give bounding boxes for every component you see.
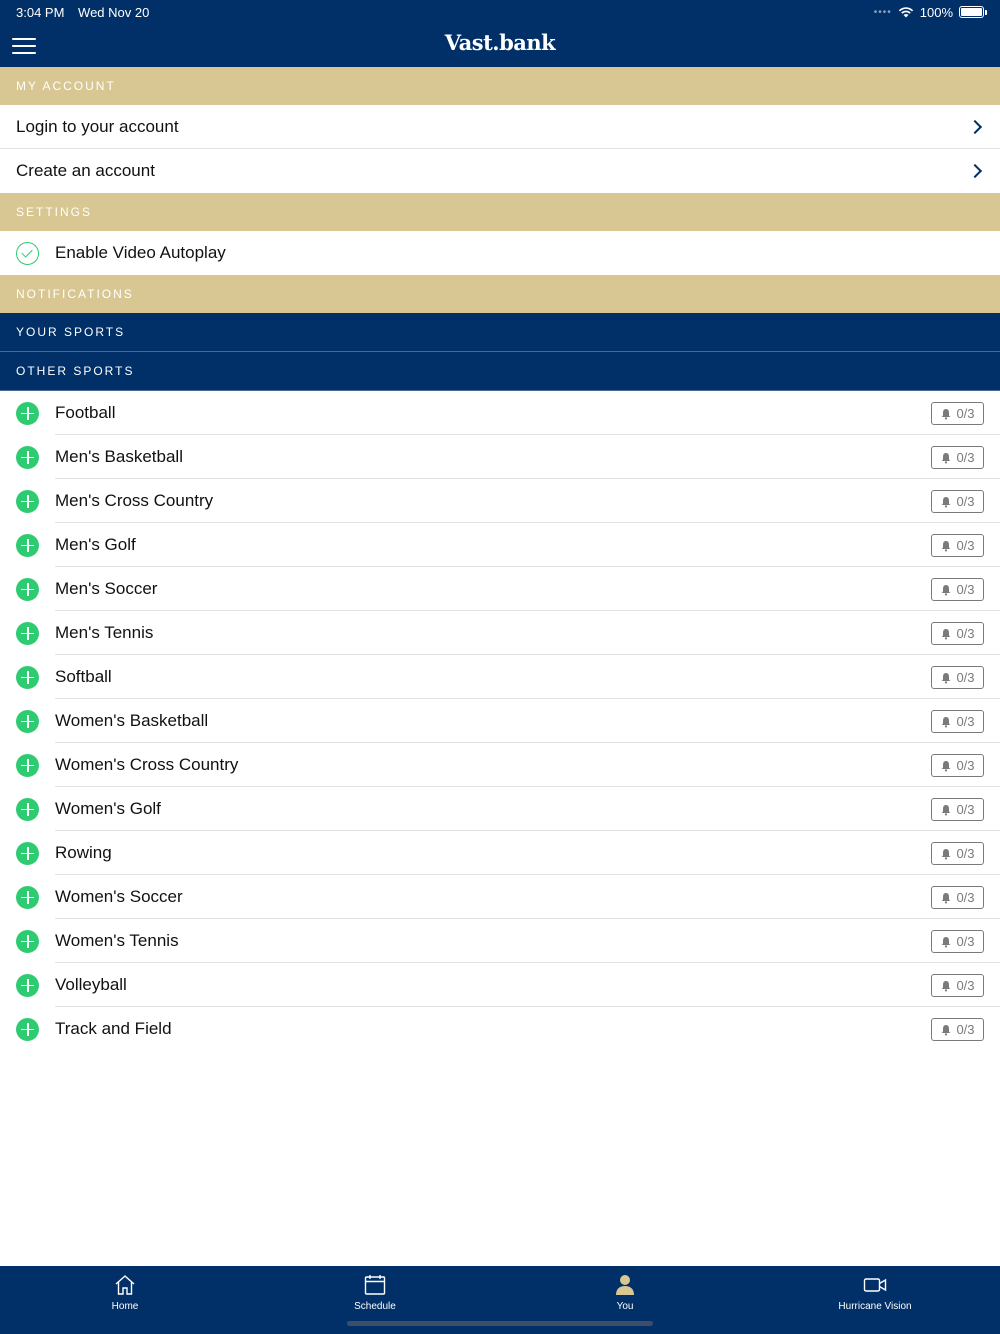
- list-item: [0, 611, 1000, 655]
- tab-schedule-label: Schedule: [354, 1301, 396, 1312]
- bell-icon: [940, 980, 952, 992]
- sport-name: Women's Soccer: [55, 887, 183, 906]
- notification-count: 0/3: [956, 934, 975, 949]
- notification-count: 0/3: [956, 890, 975, 905]
- status-left: [16, 5, 159, 20]
- sport-name: Men's Soccer: [55, 579, 158, 598]
- notification-count: 0/3: [956, 670, 975, 685]
- tab-home-label: Home: [111, 1301, 139, 1312]
- battery-percent: 100%: [919, 4, 953, 20]
- list-item: [0, 787, 1000, 831]
- add-circle-icon[interactable]: [16, 886, 39, 909]
- other-sports-list: [0, 391, 1000, 1051]
- sport-name: Football: [55, 403, 116, 422]
- section-header-other-sports: OTHER SPORTS: [0, 352, 1000, 391]
- bell-icon: [940, 496, 952, 508]
- login-row[interactable]: [0, 105, 1000, 149]
- tab-you-label: You: [616, 1301, 634, 1312]
- person-icon: [613, 1273, 637, 1297]
- sport-name: Volleyball: [55, 975, 127, 994]
- bell-icon: [940, 804, 952, 816]
- add-circle-icon[interactable]: [16, 754, 39, 777]
- sport-name: Softball: [55, 667, 112, 686]
- notification-count: 0/3: [956, 1022, 975, 1037]
- sport-name: Men's Cross Country: [55, 491, 214, 510]
- bell-icon: [940, 1024, 952, 1036]
- list-item: [0, 875, 1000, 919]
- account-list: [0, 105, 1000, 193]
- video-camera-icon: [863, 1273, 887, 1297]
- tab-bar: [0, 1266, 1000, 1334]
- notification-count-badge[interactable]: [931, 578, 984, 601]
- notification-count-badge[interactable]: [931, 622, 984, 645]
- add-circle-icon[interactable]: [16, 710, 39, 733]
- top-bar: [0, 0, 1000, 67]
- chevron-right-icon: [968, 119, 982, 133]
- add-circle-icon[interactable]: [16, 446, 39, 469]
- bell-icon: [940, 716, 952, 728]
- tab-hurricane-vision[interactable]: [750, 1266, 1000, 1334]
- notification-count: 0/3: [956, 626, 975, 641]
- list-item: [0, 567, 1000, 611]
- add-circle-icon[interactable]: [16, 666, 39, 689]
- list-item: [0, 743, 1000, 787]
- section-header-settings: SETTINGS: [0, 193, 1000, 231]
- home-indicator: [347, 1321, 653, 1326]
- add-circle-icon[interactable]: [16, 1018, 39, 1041]
- section-header-my-account: MY ACCOUNT: [0, 67, 1000, 105]
- list-item: [0, 699, 1000, 743]
- section-header-notifications: NOTIFICATIONS: [0, 275, 1000, 313]
- notification-count-badge[interactable]: [931, 886, 984, 909]
- bell-icon: [940, 672, 952, 684]
- notification-count: 0/3: [956, 450, 975, 465]
- add-circle-icon[interactable]: [16, 490, 39, 513]
- tab-home[interactable]: [0, 1266, 250, 1334]
- add-circle-icon[interactable]: [16, 578, 39, 601]
- signal-dots-icon: ••••: [873, 6, 892, 18]
- bell-icon: [940, 584, 952, 596]
- login-label: Login to your account: [16, 116, 179, 136]
- section-header-your-sports: YOUR SPORTS: [0, 313, 1000, 352]
- status-bar: [16, 4, 984, 20]
- sport-name: Track and Field: [55, 1019, 172, 1038]
- notification-count-badge[interactable]: [931, 798, 984, 821]
- notification-count: 0/3: [956, 846, 975, 861]
- sport-name: Women's Tennis: [55, 931, 179, 950]
- notification-count-badge[interactable]: [931, 446, 984, 469]
- status-right: [874, 5, 984, 20]
- sport-name: Women's Cross Country: [55, 755, 239, 774]
- notification-count: 0/3: [956, 714, 975, 729]
- sport-name: Men's Golf: [55, 535, 136, 554]
- create-account-label: Create an account: [16, 161, 155, 180]
- notification-count: 0/3: [956, 802, 975, 817]
- bell-icon: [940, 628, 952, 640]
- notification-count: 0/3: [956, 494, 975, 509]
- tab-hurricane-vision-label: Hurricane Vision: [838, 1301, 912, 1312]
- bell-icon: [940, 848, 952, 860]
- sport-name: Men's Basketball: [55, 447, 183, 466]
- notification-count-badge[interactable]: [931, 974, 984, 997]
- add-circle-icon[interactable]: [16, 402, 39, 425]
- bell-icon: [940, 760, 952, 772]
- notification-count-badge[interactable]: [931, 930, 984, 953]
- add-circle-icon[interactable]: [16, 974, 39, 997]
- list-item: [0, 1007, 1000, 1051]
- notification-count: 0/3: [956, 582, 975, 597]
- chevron-right-icon: [968, 164, 982, 178]
- sport-name: Women's Golf: [55, 799, 161, 818]
- bell-icon: [940, 936, 952, 948]
- add-circle-icon[interactable]: [16, 798, 39, 821]
- notification-count: 0/3: [956, 538, 975, 553]
- sport-name: Men's Tennis: [55, 623, 154, 642]
- notification-count: 0/3: [956, 406, 975, 421]
- add-circle-icon[interactable]: [16, 930, 39, 953]
- sport-name: Women's Basketball: [55, 711, 209, 730]
- list-item: [0, 831, 1000, 875]
- notification-count-badge[interactable]: [931, 842, 984, 865]
- list-item: [0, 479, 1000, 523]
- bell-icon: [940, 408, 952, 420]
- list-item: [0, 391, 1000, 435]
- checkmark-circle-icon[interactable]: [16, 242, 39, 265]
- notification-count-badge[interactable]: [931, 402, 984, 425]
- bell-icon: [940, 892, 952, 904]
- notification-count-badge[interactable]: [931, 534, 984, 557]
- notification-count-badge[interactable]: [931, 754, 984, 777]
- create-account-row[interactable]: [0, 149, 1000, 193]
- notification-count: 0/3: [956, 758, 975, 773]
- bell-icon: [940, 452, 952, 464]
- list-item: [0, 435, 1000, 479]
- list-item: [0, 655, 1000, 699]
- notification-count-badge[interactable]: [931, 666, 984, 689]
- add-circle-icon[interactable]: [16, 842, 39, 865]
- list-item: [0, 963, 1000, 1007]
- notification-count-badge[interactable]: [931, 1018, 984, 1041]
- calendar-icon: [363, 1273, 387, 1297]
- wifi-icon: [898, 6, 914, 18]
- notification-count: 0/3: [956, 978, 975, 993]
- list-item: [0, 919, 1000, 963]
- sport-name: Rowing: [55, 843, 112, 862]
- status-date: Wed Nov 20: [78, 4, 150, 20]
- video-autoplay-label: Enable Video Autoplay: [55, 243, 226, 262]
- notification-count-badge[interactable]: [931, 710, 984, 733]
- add-circle-icon[interactable]: [16, 622, 39, 645]
- brand-logo: Vast.bank: [444, 30, 556, 55]
- bell-icon: [940, 540, 952, 552]
- video-autoplay-toggle[interactable]: [0, 231, 1000, 275]
- list-item: [0, 523, 1000, 567]
- notification-count-badge[interactable]: [931, 490, 984, 513]
- home-icon: [113, 1273, 137, 1297]
- status-time: 3:04 PM: [16, 4, 65, 20]
- add-circle-icon[interactable]: [16, 534, 39, 557]
- battery-icon: [959, 6, 984, 18]
